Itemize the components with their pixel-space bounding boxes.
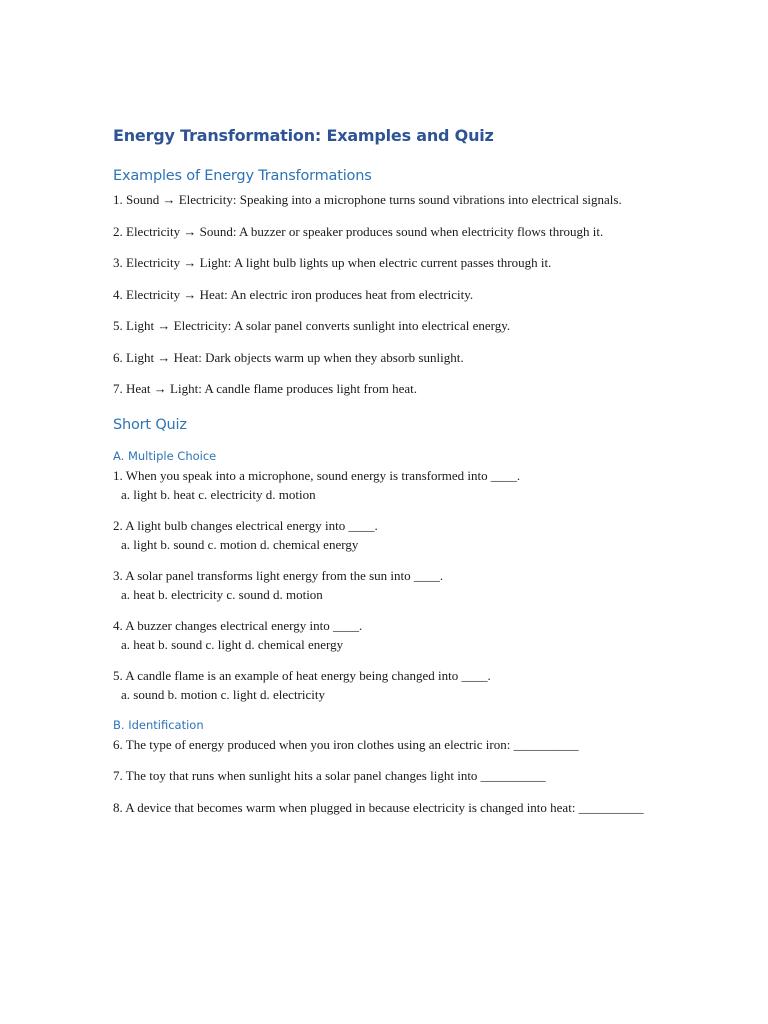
document-title: Energy Transformation: Examples and Quiz — [113, 126, 494, 145]
document-body — [113, 120, 658, 829]
id-question-7: 7. The toy that runs when sunlight hits a solar panel changes light into __________ — [113, 768, 546, 783]
example-item-4: 4. Electricity → Heat: An electric iron produces heat from electricity. — [113, 286, 474, 302]
id-question-8: 8. A device that becomes warm when plugged in because electricity is changed into heat: __________ — [113, 799, 644, 815]
question-options: a. heat b. sound c. light d. chemical energy — [121, 636, 344, 652]
question-stem: 3. A solar panel transforms light energy from the sun into ____. — [113, 567, 444, 583]
question-stem: 4. A buzzer changes electrical energy into ____. — [113, 617, 363, 633]
example-item-2: 2. Electricity → Sound: A buzzer or speaker produces sound when electricity flows through it. — [113, 223, 604, 239]
mc-question-1 — [113, 466, 658, 504]
question-stem: 2. A light bulb changes electrical energy into ____. — [113, 517, 378, 533]
question-options: a. light b. sound c. motion d. chemical energy — [121, 536, 359, 552]
id-question-6: 6. The type of energy produced when you iron clothes using an electric iron: __________ — [113, 736, 579, 752]
example-item-6: 6. Light → Heat: Dark objects warm up when they absorb sunlight. — [113, 349, 464, 365]
example-item-1: 1. Sound → Electricity: Speaking into a microphone turns sound vibrations into electrical signals. — [113, 192, 622, 207]
multiple-choice-heading: A. Multiple Choice — [113, 448, 217, 463]
question-stem: 5. A candle flame is an example of heat energy being changed into ____. — [113, 667, 491, 683]
identification-heading: B. Identification — [113, 717, 204, 732]
quiz-heading: Short Quiz — [113, 416, 187, 433]
examples-heading: Examples of Energy Transformations — [113, 168, 372, 184]
example-item-3: 3. Electricity → Light: A light bulb lights up when electric current passes through it. — [113, 255, 552, 270]
question-options: a. light b. heat c. electricity d. motion — [121, 486, 316, 502]
mc-question-5 — [113, 666, 658, 704]
example-item-7: 7. Heat → Light: A candle flame produces light from heat. — [113, 381, 417, 396]
example-item-5: 5. Light → Electricity: A solar panel converts sunlight into electrical energy. — [113, 318, 511, 333]
question-options: a. heat b. electricity c. sound d. motion — [121, 586, 323, 602]
mc-question-4 — [113, 616, 658, 654]
question-stem: 1. When you speak into a microphone, sound energy is transformed into ____. — [113, 467, 521, 483]
question-options: a. sound b. motion c. light d. electricity — [121, 686, 325, 702]
mc-question-2 — [113, 516, 658, 554]
mc-question-3 — [113, 566, 658, 604]
